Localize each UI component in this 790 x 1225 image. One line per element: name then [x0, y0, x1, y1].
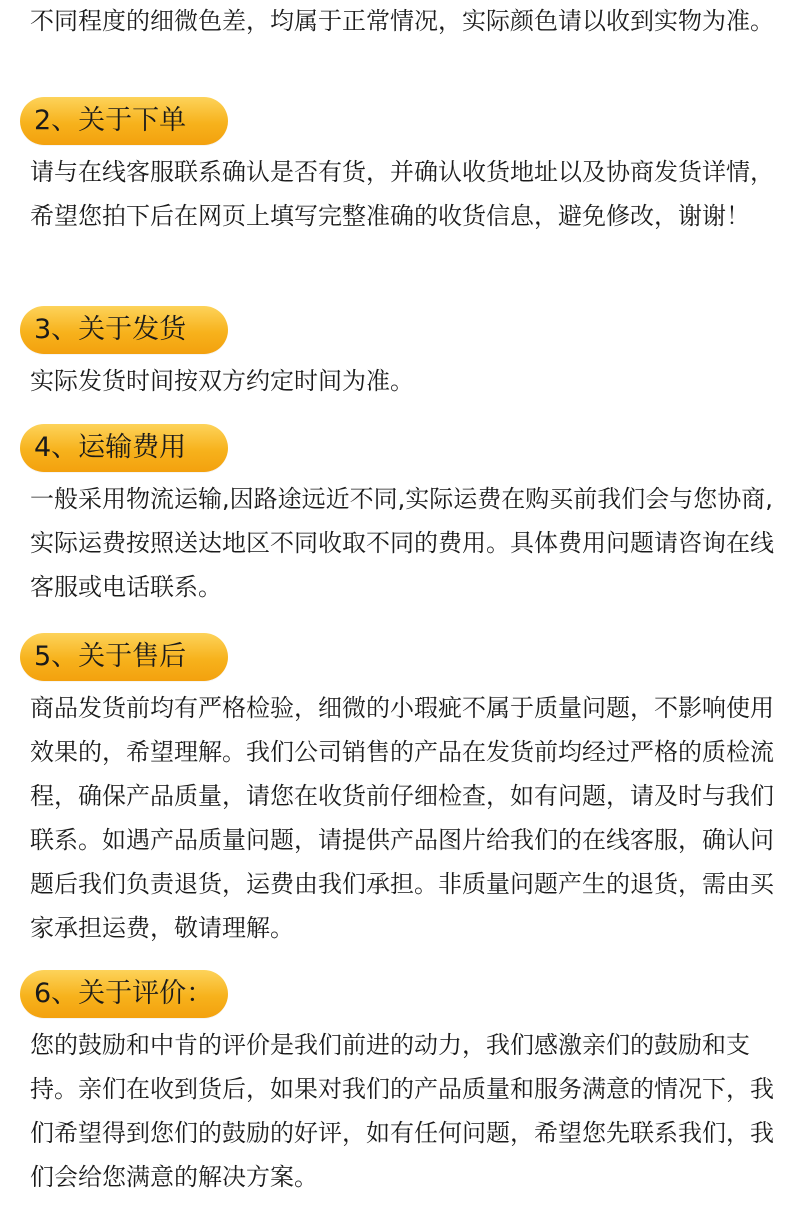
section-body-after-sales: 商品发货前均有严格检验，细微的小瑕疵不属于质量问题，不影响使用效果的，希望理解。我们公司销售的产品在发货前均经过严格的质检流程，确保产品质量，请您在收货前仔细检查，如有问题，请及时与我们联系。如遇产品质量问题，请提供产品图片给我们的在线客服，确认问题后我们负责退货，运费由我们承担。非质量问题产生的退货，需由买家承担运费，敬请理解。 — [30, 694, 774, 942]
section-title-after-sales: 5、关于售后 — [20, 633, 228, 681]
intro-text: 不同程度的细微色差，均属于正常情况，实际颜色请以收到实物为准。 — [30, 7, 774, 35]
section-title-shipping: 3、关于发货 — [20, 306, 228, 354]
section-title-ordering: 2、关于下单 — [20, 97, 228, 145]
section-body-shipping: 实际发货时间按双方约定时间为准。 — [30, 367, 414, 395]
section-title-shipping-fee: 4、运输费用 — [20, 424, 228, 472]
section-body-shipping-fee: 一般采用物流运输,因路途远近不同,实际运费在购买前我们会与您协商,实际运费按照送达地区不同收取不同的费用。具体费用问题请咨询在线客服或电话联系。 — [30, 485, 774, 601]
section-body-ordering: 请与在线客服联系确认是否有货，并确认收货地址以及协商发货详情，希望您拍下后在网页上填写完整准确的收货信息，避免修改，谢谢！ — [30, 158, 774, 230]
section-body-reviews: 您的鼓励和中肯的评价是我们前进的动力，我们感激亲们的鼓励和支持。亲们在收到货后，如果对我们的产品质量和服务满意的情况下，我们希望得到您们的鼓励的好评，如有任何问题，希望您先联系我们，我们会给您满意的解决方案。 — [30, 1031, 774, 1191]
section-title-reviews: 6、关于评价： — [20, 970, 228, 1018]
